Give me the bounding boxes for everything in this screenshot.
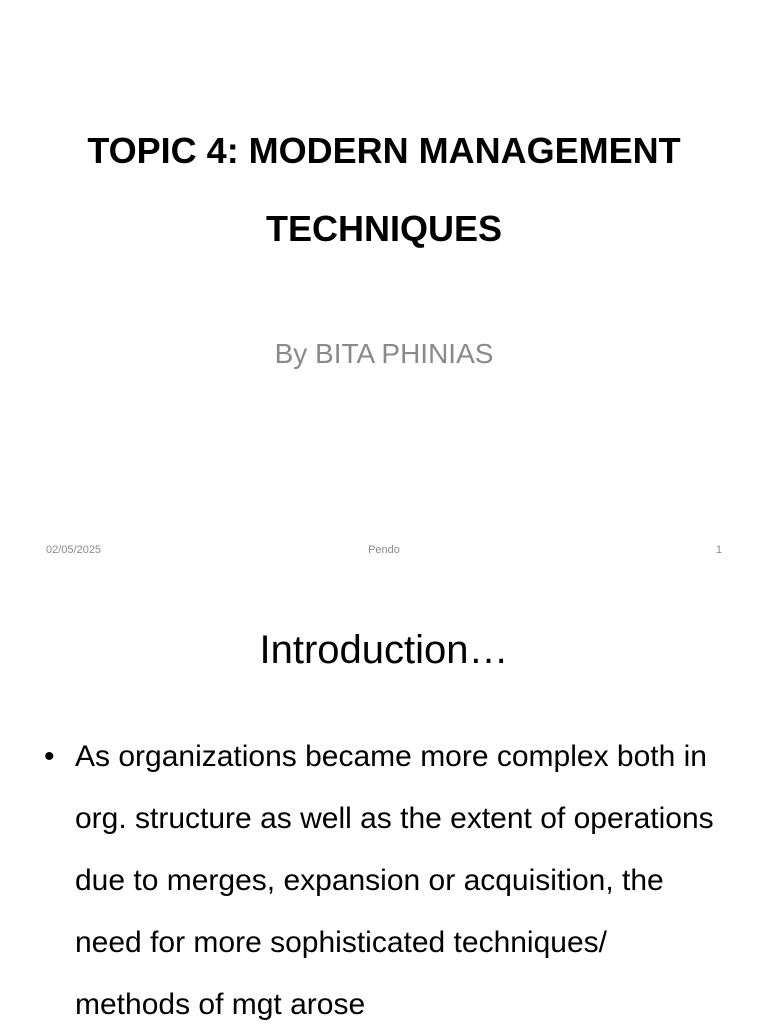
slide-title-line-2: TECHNIQUES xyxy=(265,208,503,249)
bullet-icon: • xyxy=(44,740,55,773)
slide-subtitle: By BITA PHINIAS xyxy=(274,338,494,369)
slide-title-line-1: TOPIC 4: MODERN MANAGEMENT xyxy=(87,130,681,171)
intro-title: Introduction… xyxy=(259,628,509,672)
bullet-list xyxy=(44,726,724,1024)
introduction-slide xyxy=(0,576,768,1024)
footer-text: Pendo xyxy=(368,544,400,556)
bullet-text: As organizations became more complex both in org. structure as well as the extent of operations due to merges, expansion or acquisition, the need for more sophisticated techniques/ methods of mgt arose xyxy=(75,740,714,1021)
footer-page-number: 1 xyxy=(715,544,722,556)
bullet-item xyxy=(44,726,724,1024)
slide-title xyxy=(40,112,728,268)
footer-date: 02/05/2025 xyxy=(46,544,102,556)
